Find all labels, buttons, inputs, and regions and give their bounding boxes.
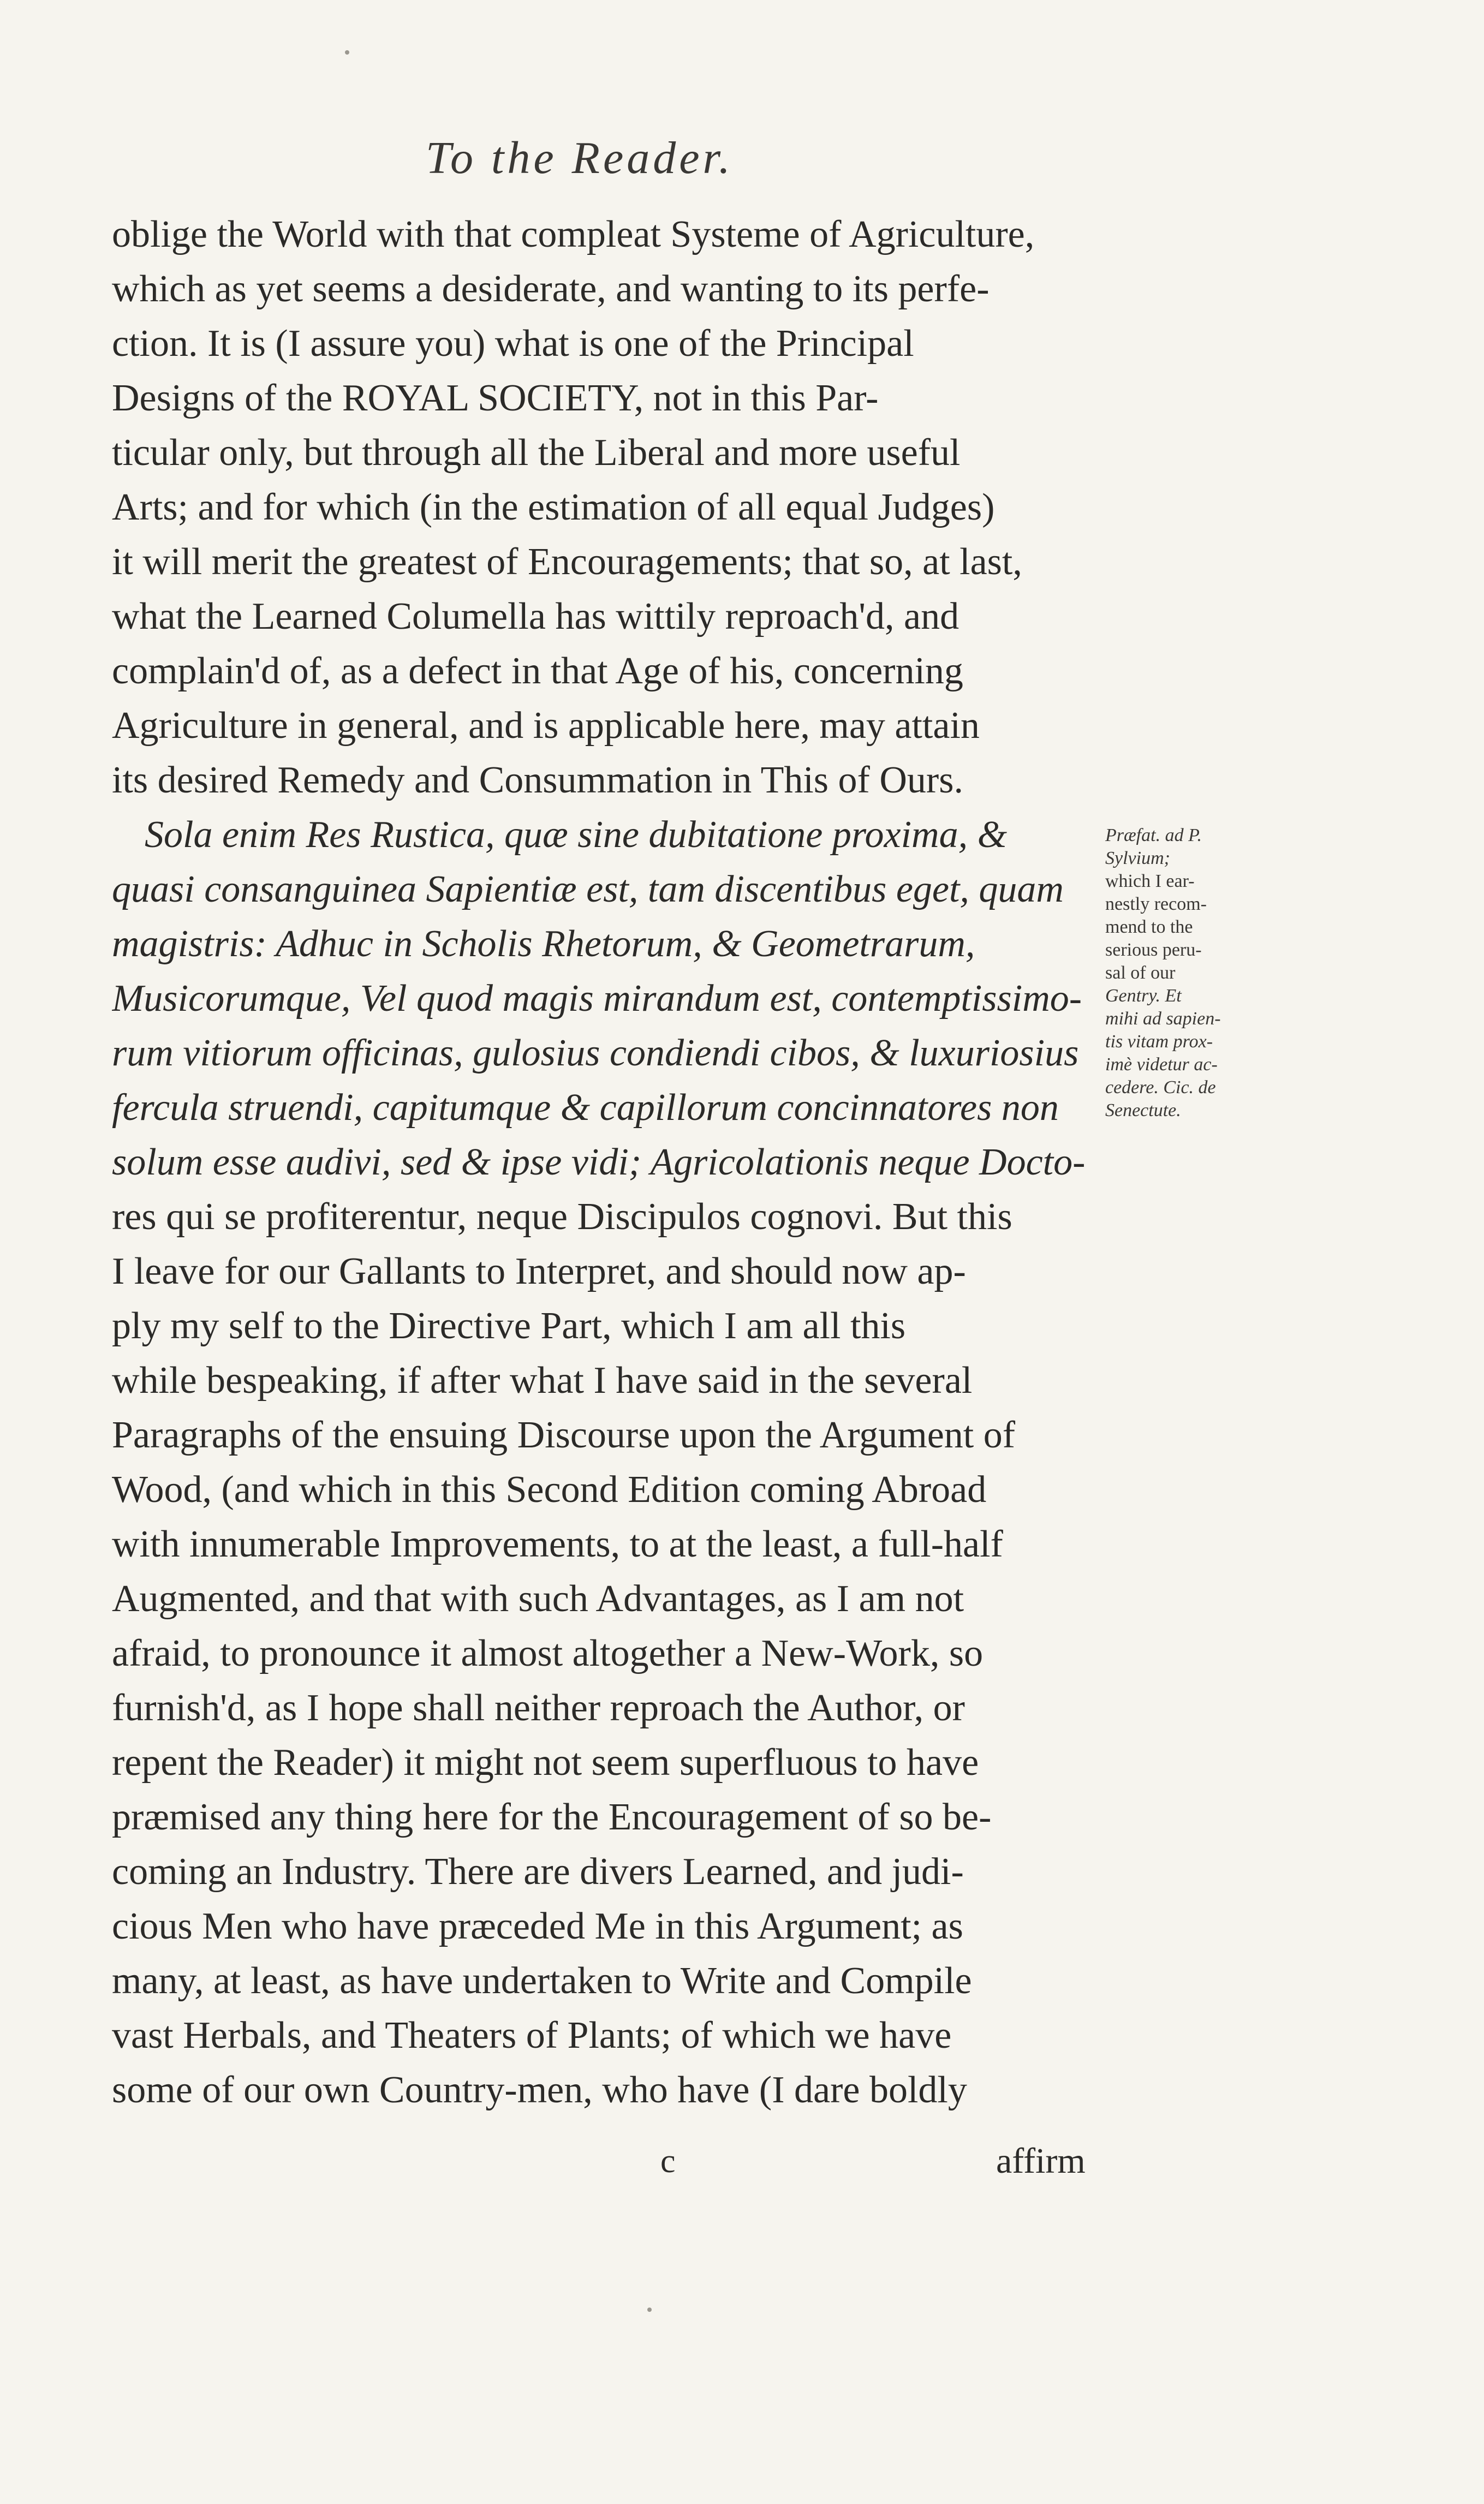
signature-mark: c xyxy=(660,2143,676,2180)
margin-note-line: imè videtur ac- xyxy=(1105,1054,1218,1075)
margin-note xyxy=(1105,824,1280,1122)
margin-note-line: tis vitam prox- xyxy=(1105,1032,1213,1052)
text-line: Augmented, and that with such Advantages, as I am not xyxy=(112,1578,964,1620)
text-line: res qui se profiterentur, neque Discipulos cognovi. But this xyxy=(112,1196,1012,1238)
text-line: repent the Reader) it might not seem superfluous to have xyxy=(112,1742,979,1784)
text-line: cious Men who have præceded Me in this Argument; as xyxy=(112,1905,963,1947)
text-line: rum vitiorum officinas, gulosius condiendi cibos, & luxuriosius xyxy=(112,1032,1079,1074)
margin-note-line: serious peru- xyxy=(1105,940,1202,960)
body-text xyxy=(112,207,1105,2118)
text-line: some of our own Country-men, who have (I dare boldly xyxy=(112,2069,967,2111)
text-line: Agriculture in general, and is applicable here, may attain xyxy=(112,705,980,747)
text-line: I leave for our Gallants to Interpret, and should now ap- xyxy=(112,1250,966,1292)
margin-note-line: Præfat. ad P. xyxy=(1105,825,1202,845)
text-line: Sola enim Res Rustica, quæ sine dubitatione proxima, & xyxy=(145,814,1008,856)
text-line: Musicorumque, Vel quod magis mirandum est, contemptissimo- xyxy=(112,977,1082,1020)
margin-note-line: sal of our xyxy=(1105,963,1176,983)
text-line: ply my self to the Directive Part, which I am all this xyxy=(112,1305,906,1347)
scan-speck xyxy=(647,2308,652,2312)
text-line: which as yet seems a desiderate, and wanting to its perfe- xyxy=(112,268,990,310)
text-line: many, at least, as have undertaken to Write and Compile xyxy=(112,1960,972,2002)
running-header: To the Reader. xyxy=(426,133,734,183)
text-line: vast Herbals, and Theaters of Plants; of which we have xyxy=(112,2014,952,2056)
text-line: Designs of the ROYAL SOCIETY, not in this Par- xyxy=(112,377,879,419)
text-line: magistris: Adhuc in Scholis Rhetorum, & Geometrarum, xyxy=(112,923,975,965)
text-line: ction. It is (I assure you) what is one of the Principal xyxy=(112,323,914,365)
text-line: coming an Industry. There are divers Learned, and judi- xyxy=(112,1851,964,1893)
text-line: Wood, (and which in this Second Edition coming Abroad xyxy=(112,1469,987,1511)
text-line: its desired Remedy and Consummation in This of Ours. xyxy=(112,759,963,801)
text-line: while bespeaking, if after what I have said in the several xyxy=(112,1360,973,1402)
scan-speck xyxy=(345,50,349,55)
margin-note-line: mend to the xyxy=(1105,917,1193,937)
catchword: affirm xyxy=(996,2141,1086,2181)
text-line: oblige the World with that compleat Systeme of Agriculture, xyxy=(112,213,1035,255)
text-line: ticular only, but through all the Liberal and more useful xyxy=(112,432,961,474)
text-line: Paragraphs of the ensuing Discourse upon the Argument of xyxy=(112,1414,1016,1456)
text-line: solum esse audivi, sed & ipse vidi; Agricolationis neque Docto- xyxy=(112,1141,1086,1183)
margin-note-line: mihi ad sapien- xyxy=(1105,1009,1221,1029)
text-line: complain'd of, as a defect in that Age of his, concerning xyxy=(112,650,963,692)
margin-note-line: which I ear- xyxy=(1105,871,1195,891)
text-line: with innumerable Improvements, to at the least, a full-half xyxy=(112,1523,1003,1565)
text-line: quasi consanguinea Sapientiæ est, tam discentibus eget, quam xyxy=(112,868,1064,910)
text-line: afraid, to pronounce it almost altogether a New-Work, so xyxy=(112,1632,984,1674)
margin-note-line: Sylvium; xyxy=(1105,848,1170,868)
text-line: what the Learned Columella has wittily reproach'd, and xyxy=(112,595,959,637)
margin-note-line: cedere. Cic. de xyxy=(1105,1077,1216,1098)
text-line: fercula struendi, capitumque & capillorum concinnatores non xyxy=(112,1087,1059,1129)
margin-note-line: Senectute. xyxy=(1105,1100,1181,1120)
text-line: præmised any thing here for the Encouragement of so be- xyxy=(112,1796,992,1838)
text-line: Arts; and for which (in the estimation of all equal Judges) xyxy=(112,486,995,528)
margin-note-line: Gentry. Et xyxy=(1105,986,1182,1006)
text-line: furnish'd, as I hope shall neither reproach the Author, or xyxy=(112,1687,965,1729)
margin-note-line: nestly recom- xyxy=(1105,894,1207,914)
text-line: it will merit the greatest of Encouragements; that so, at last, xyxy=(112,541,1022,583)
